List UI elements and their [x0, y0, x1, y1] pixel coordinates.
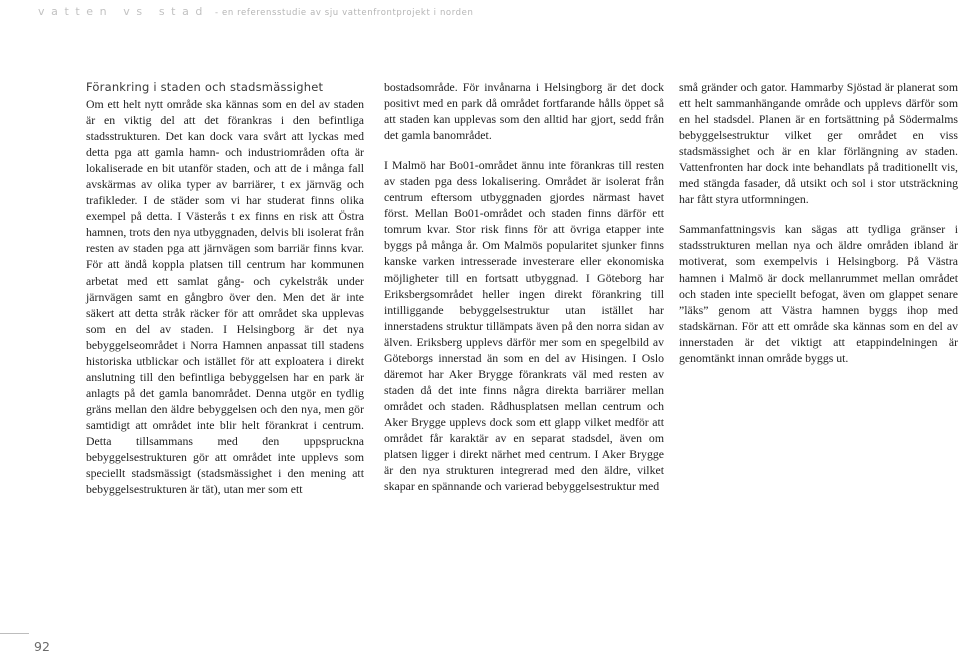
text-column-2: [384, 79, 664, 494]
text-column-1: [86, 80, 364, 497]
publication-subtitle: - en referensstudie av sju vattenfrontprojekt i norden: [215, 8, 474, 18]
page-number-rule: [0, 633, 29, 634]
section-heading: Förankring i staden och stadsmässighet: [86, 80, 324, 94]
paragraph: Sammanfattningsvis kan sägas att tydliga gränser i stadsstrukturen mellan nya och äldre områden ibland är motiverat, som exempelvis i Helsingborg. På Västra hamnen i Malmö är dock mellanrummet mellan området och staden inte speciellt befogat, även om glappet senare ”läks” genom att Västra hamnen byggs ihop med stadskärnan. För att ett område ska kännas som en del av innerstaden är det viktigt att etappindelningen är genomtänkt innan område byggs ut.: [679, 222, 958, 365]
page-number: 92: [34, 639, 50, 654]
paragraph: bostadsområde. För invånarna i Helsingborg är det dock positivt med en park då området fortfarande hålls öppet så att staden kan upplevas som den alltid har gjort, sedd från det gamla banområdet.: [384, 80, 664, 143]
text-column-3: [679, 79, 958, 366]
paragraph: små gränder och gator. Hammarby Sjöstad är planerat som ett helt sammanhängande område och upplevs därför som en hel stadsdel. Planen är en fortsättning på Södermalms bebyggelsestruktur vilket ger området en viss stadsmässighet och är en klar förlängning av staden. Vattenfronten har dock inte behandlats på traditionellt vis, med stängda fasader, då utsikt och sol i stor utsträckning har fått styra utformningen.: [679, 80, 958, 207]
running-header: [38, 0, 474, 18]
paragraph: Om ett helt nytt område ska kännas som en del av staden är en viktig del att det förankras i den befintliga stadsstrukturen. Det kan dock vara svårt att lyckas med detta pga att gamla hamn- och industriområden ofta är lokaliserade en bit utanför staden, och att de i många fall avskärmas av olika typer av barriärer, t ex järnväg och trafikleder. I de städer som vi har studerat finns olika exempel på detta. I Västerås t ex finns en risk att Östra hamnen, trots den nya utbyggnaden, delvis bli isolerat från resten av staden pga att järnvägen som barriär finns kvar. För att ändå koppla platsen till centrum har kommunen arbetat med ett samlat gång- och cykelstråk under järnvägen samt en gångbro över den. Men det är inte säkert att detta stråk räcker för att området ska upplevas som en del av staden. I Helsingborg är det nya bebyggelseområdet i Norra Hamnen anpassat till stadens historiska utblickar och istället för att exploatera i direkt anslutning till den befintliga bebyggelsen har en park är anlagts på det gamla banområdet. Denna utgör en tydlig gräns mellan den äldre bebyggelsen och den nya, men gör samtidigt att området inte blir helt förankrat i centrum. Detta tillsammans med den uppspruckna bebyggelsestrukturen gör att området inte upplevs som speciellt stadsmässigt (stadsmässighet i den mening att bebyggelsestrukturen är tät), utan mer som ett: [86, 97, 364, 497]
paragraph: I Malmö har Bo01-området ännu inte förankras till resten av staden pga dess lokalisering. Området är isolerat från centrum eftersom utbyggnaden gjordes närmast havet först. Mellan Bo01-området och staden finns därför ett tomrum kvar. Stor risk finns för att övriga etapper inte byggs på många år. Om Malmös popularitet sjunker finns kanske varken intresserade investerare eller ekonomiska möjligheter till en fortsatt utbyggnad. I Göteborg har Eriksbergsområdet heller ingen direkt förankring till intilliggande bebyggelsestruktur utan istället har innerstadens struktur tillämpats även på den norra sidan av älven. Eriksberg upplevs därför mer som en spegelbild av Göteborgs innerstad än som en del av Hisingen. I Oslo däremot har Aker Brygge förankrats väl med resten av staden då det inte finns några direkta barriärer mellan området och staden. Rådhusplatsen mellan centrum och Aker Brygge upplevs dock som ett glapp vilket medför att området får karaktär av en separat stadsdel, även om platsen ligger i direkt närhet med centrum. I Aker Brygge är den nya strukturen integrerad med den äldre, vilket skapar en spännande och varierad bebyggelsestruktur med: [384, 158, 664, 494]
publication-title: vatten vs stad: [38, 5, 210, 18]
